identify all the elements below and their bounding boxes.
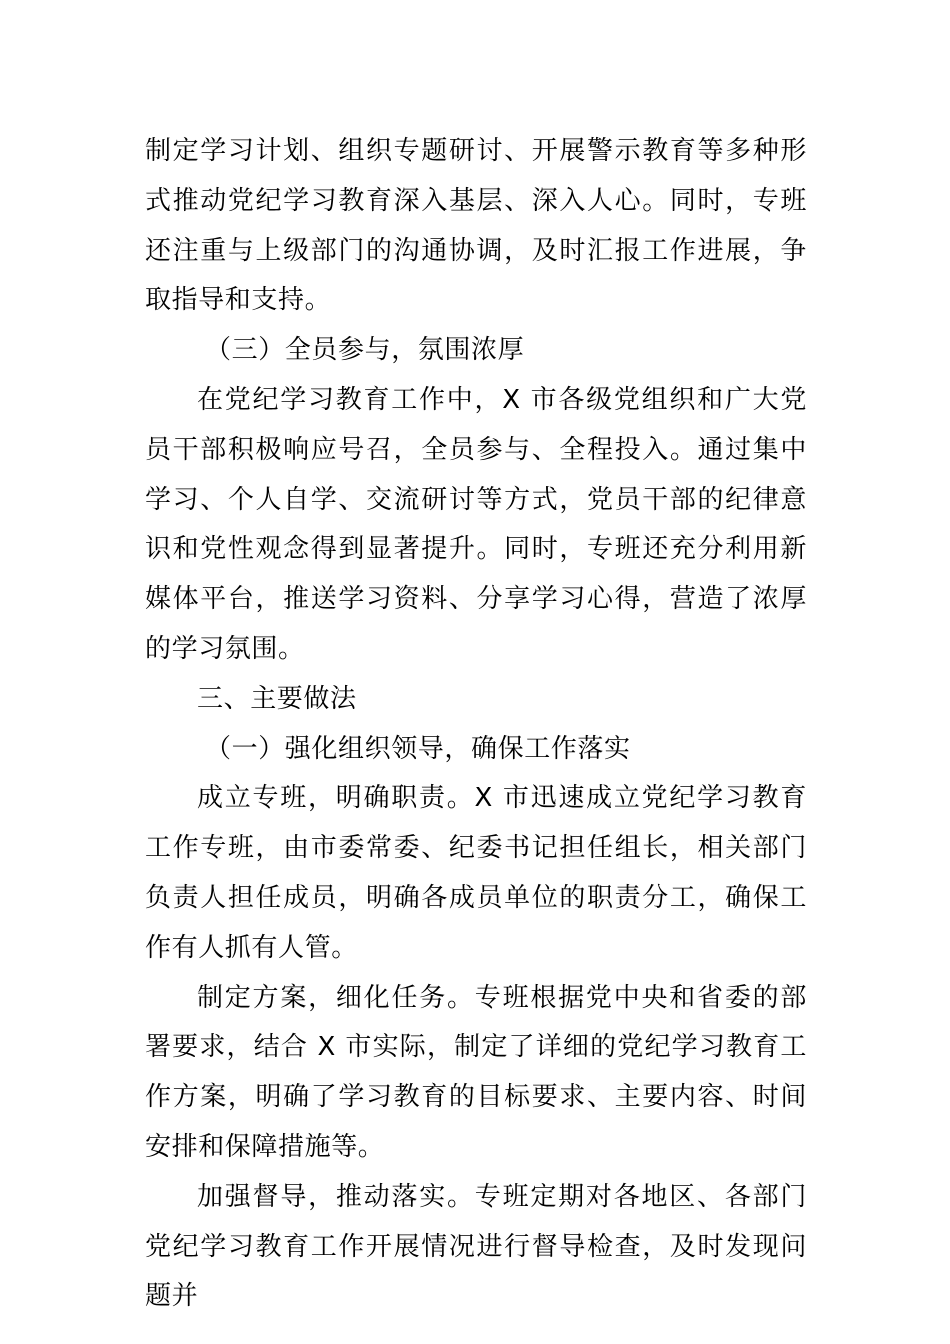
paragraph-supervision: 加强督导，推动落实。专班定期对各地区、各部门党纪学习教育工作开展情况进行督导检查，及时发现问题并 — [145, 1181, 807, 1312]
paragraph-continuation: 制定学习计划、组织专题研讨、开展警示教育等多种形式推动党纪学习教育深入基层、深入人心。同时，专班还注重与上级部门的沟通协调，及时汇报工作进展，争取指导和支持。 — [145, 136, 807, 316]
paragraph-participation: 在党纪学习教育工作中，X 市各级党组织和广大党员干部积极响应号召，全员参与、全程投入。通过集中学习、个人自学、交流研讨等方式，党员干部的纪律意识和党性观念得到显著提升。同时，专班还充分利用新媒体平台，推送学习资料、分享学习心得，营造了浓厚的学习氛围。 — [145, 384, 807, 664]
paragraph-establish-team: 成立专班，明确职责。X 市迅速成立党纪学习教育工作专班，由市委常委、纪委书记担任组长，相关部门负责人担任成员，明确各成员单位的职责分工，确保工作有人抓有人管。 — [145, 783, 807, 963]
section-heading-1: （一）强化组织领导，确保工作落实 — [205, 733, 631, 764]
chapter-heading-main-practices: 三、主要做法 — [197, 683, 357, 714]
section-heading-3: （三）全员参与，氛围浓厚 — [205, 335, 525, 366]
document-body — [145, 127, 807, 1322]
paragraph-plan-tasks: 制定方案，细化任务。专班根据党中央和省委的部署要求，结合 X 市实际，制定了详细的党纪学习教育工作方案，明确了学习教育的目标要求、主要内容、时间安排和保障措施等。 — [145, 982, 807, 1162]
